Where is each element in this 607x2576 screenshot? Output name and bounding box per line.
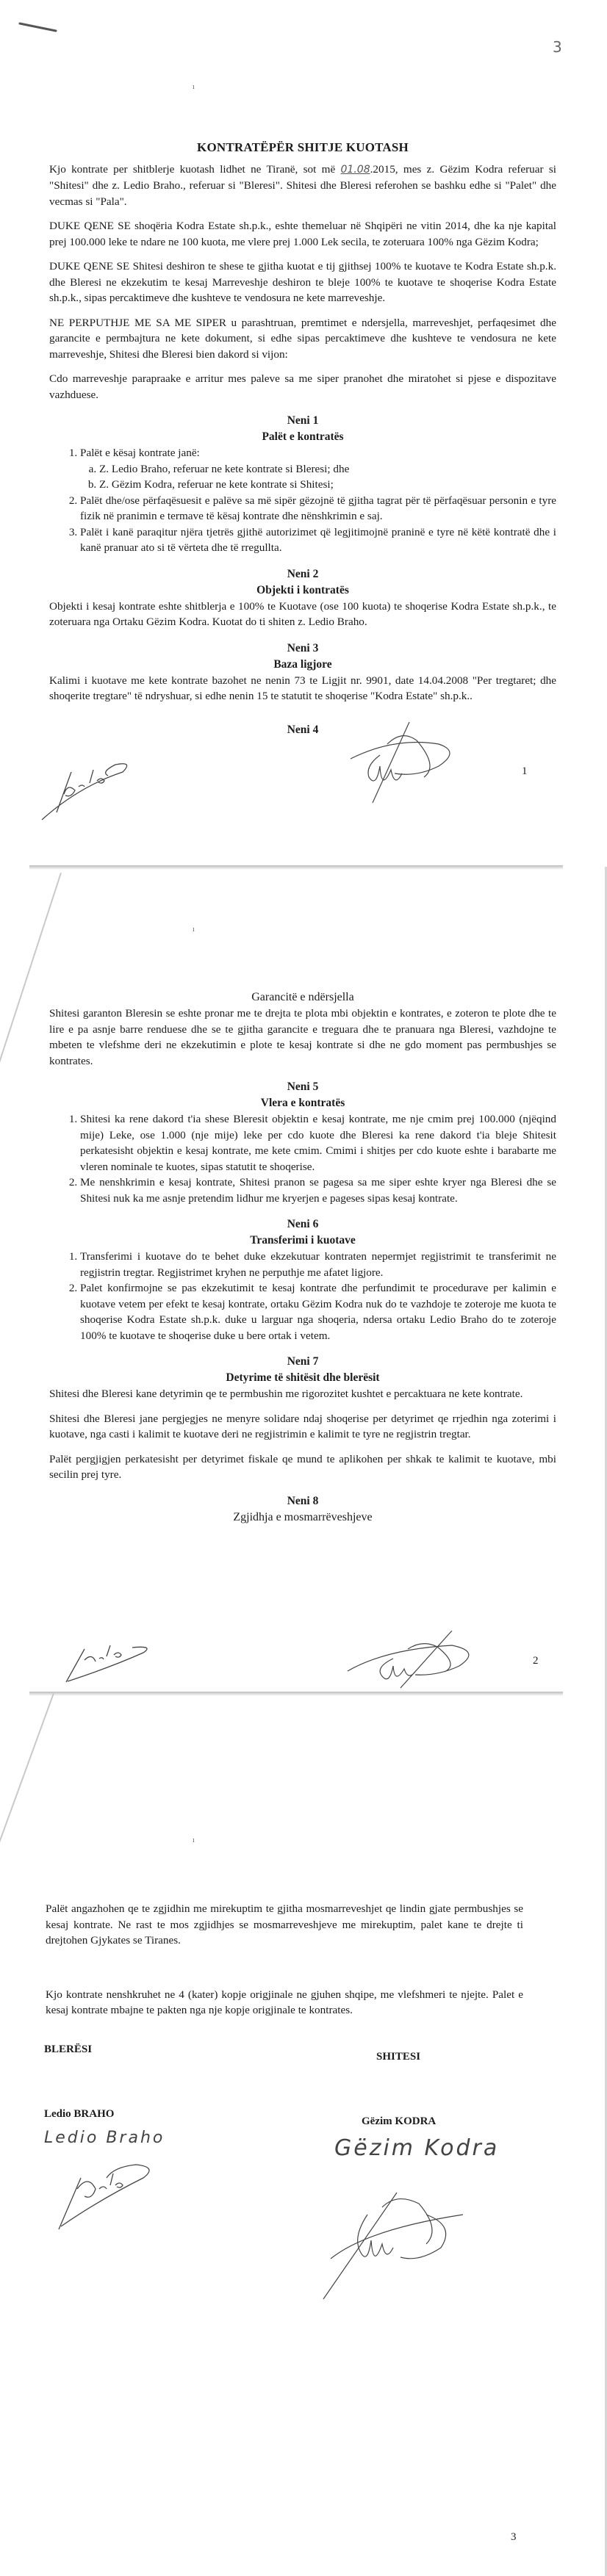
recital-2: DUKE QENE SE Shitesi deshiron te shese te gjitha kuotat e tij gjithsej 100% te kuotave te Kodra Estate sh.p.k. dhe Bleresi ne ekzekutim te kesaj Marreveshje deshiron te bleje 100% te kuotave te shoqerise Kodra Estate sh.p.k., sipas percaktimeve dhe kushteve te vendosura ne kete marreveshje.	[49, 260, 556, 304]
article-number: Neni 3	[287, 641, 319, 654]
article-number: Neni 6	[287, 1218, 319, 1230]
pen-stroke-mark	[18, 19, 62, 35]
seller-name: Gëzim KODRA	[362, 2115, 437, 2127]
article-heading: Baza ligjore	[273, 657, 332, 671]
article-number: Neni 1	[287, 414, 319, 427]
list-item: 1. Transferimi i kuotave do te behet duke ekzekutuar kontraten nepermjet regjistrimit te transferimit ne regjistrin tregtar. Regjistrimet kryhen ne perputhje me afatet ligjore.	[80, 1249, 556, 1280]
article-heading: Zgjidhja e mosmarrëveshjeve	[233, 1510, 373, 1523]
article-number: Neni 2	[287, 567, 319, 580]
buyer-initials-signature	[35, 743, 137, 823]
article-1	[49, 413, 556, 556]
buyer-initials-signature	[59, 1642, 162, 1686]
seller-role-label: SHITESI	[376, 2051, 421, 2063]
seller-column	[334, 2042, 597, 2162]
article-7	[49, 1354, 556, 1483]
article-number: Neni 8	[287, 1494, 319, 1507]
recital-1: DUKE QENE SE shoqëria Kodra Estate sh.p.k., eshte themeluar në Shqipëri ne vitin 2014, dhe ka nje kapital prej 100.000 leke te ndare ne 100 kuota, me vlere prej 1.000 Lek secila, te zoteruara 100% nga Gëzim Kodra;	[49, 220, 556, 248]
article-heading: Transferimi i kuotave	[250, 1234, 356, 1246]
recital-3: NE PERPUTHJE ME SA ME SIPER u parashtruan, premtimet e ndersjella, marreveshjet, perfaqesimet dhe garancite e permbajtura ne kete dokument, si edhe sipas percaktimeve dhe kushteve te vendosura ne kete marreveshje, Shitesi dhe Bleresi bien dakord si vijon:	[49, 316, 556, 361]
article-1-list	[49, 445, 556, 556]
fold-line	[0, 1693, 54, 1859]
buyer-signature	[55, 2156, 158, 2237]
corner-annotation: 3	[553, 38, 562, 56]
page-edge-shadow	[29, 865, 563, 870]
page-edge-shadow	[29, 1692, 563, 1696]
list-item: 3. Palët i kanë paraqitur njëra tjetrës gjithë autorizimet që legjitimojnë praninë e tyre në këtë kontratë dhe i kanë pranuar ato si të vërteta dhe të rregullta.	[80, 524, 556, 556]
article-heading: Palët e kontratës	[262, 430, 344, 443]
document-title: KONTRATËPËR SHITJE KUOTASH	[197, 140, 409, 154]
article-number: Neni 5	[287, 1080, 319, 1093]
article-heading: Objekti i kontratës	[256, 583, 349, 596]
sub-item-buyer: a. Z. Ledio Braho, referuar ne kete kontrate si Bleresi; dhe	[99, 461, 556, 477]
page-number: 2	[533, 1655, 539, 1667]
list-item: 2. Me nenshkrimin e kesaj kontrate, Shitesi pranon se pagesa sa me siper eshte kryer nga Bleresi dhe se Shitesi nuk ka me asnje pretendim lidhur me kryerjen e pageses sipas kesaj kontrate.	[80, 1175, 556, 1206]
page-1	[0, 0, 607, 867]
buyer-handwritten-name: Ledio Braho	[44, 2129, 165, 2147]
article-number: Neni 7	[287, 1355, 319, 1368]
page-2	[0, 867, 607, 1693]
page-3-content	[46, 1901, 523, 2027]
article-heading: Vlera e kontratës	[260, 1097, 345, 1109]
article-5-list	[49, 1111, 556, 1206]
list-item: 1. Shitesi ka rene dakord t'ia shese Bleresit objektin e kesaj kontrate, me nje cmim prej 100.000 (njëqind mije) Leke, ose 1.000 (nje mije) leke per cdo kuote dhe Bleresi ka rene dakord t'ia bleje Shitesit perkatesisht objektin e kesaj kontrate, me kete cmim. Cmimi i shitjes per cdo kuote eshte i barabarte me vleren nominale te kuotes, sipas statutit te shoqerise.	[80, 1111, 556, 1175]
buyer-column	[44, 2042, 279, 2149]
article-4-text: Shitesi garanton Bleresin se eshte pronar me te drejta te plota mbi objektin e kontrates, e zoteron te plote dhe te lire e pa asnje barre renduese dhe se te gjitha garancite e treguara dhe te pranuara nga Bleresi, vazhdojne te mbeten te vlefshme deri ne ekzekutimin e plote te kesaj kontrate si dhe ne gdo moment pas permbushjes se kontrates.	[49, 1007, 556, 1067]
scan-mark: ı	[193, 1836, 195, 1844]
scan-mark: ı	[193, 926, 195, 934]
article-6-list	[49, 1249, 556, 1343]
sub-item-seller: b. Z. Gëzim Kodra, referuar ne kete kontrate si Shitesi;	[99, 477, 556, 493]
buyer-role-label: BLERËSI	[44, 2043, 93, 2055]
page-number: 1	[522, 765, 528, 777]
buyer-name: Ledio BRAHO	[44, 2108, 115, 2120]
page-2-content	[49, 989, 556, 1526]
sub-list	[80, 461, 556, 493]
list-item-text: Palët e kësaj kontrate janë:	[80, 447, 200, 459]
seller-handwritten-name: Gëzim Kodra	[334, 2135, 500, 2161]
intro-paragraph	[49, 162, 556, 210]
handwritten-date: 01.08	[340, 163, 370, 176]
page-number: 3	[511, 2531, 517, 2543]
list-item: 2. Palet konfirmojne se pas ekzekutimit te kesaj kontrate dhe perfundimit te procedurave per kalimin e kuotave vetem per efekt te kesaj kontrate, ortaku Gëzim Kodra nuk do te vazhdoje te zoteroje me kuota te shoqerise Kodra Estate sh.p.k. duke u larguar nga shoqeria, ndersa ortaku Ledio Braho do te zoteroje 100% te kuotave te shoqerise duke u bere ortak i vetem.	[80, 1280, 556, 1343]
article-6	[49, 1216, 556, 1343]
intro-text-end: .2015, mes z. Gëzim Kodra referuar si "Shitesi" dhe z. Ledio Braho., referuar si "Bleresi". Shitesi dhe Bleresi referohen se bashku edhe si "Palet" dhe vecmas si "Pala".	[49, 162, 556, 208]
article-7-paragraph: Shitesi dhe Bleresi kane detyrimin qe te permbushin me rigorozitet kushtet e percaktuara ne kete kontrate.	[49, 1388, 523, 1400]
article-8-text: Palët angazhohen qe te zgjidhin me mirekuptim te gjitha mosmarreveshjet qe lindin gjate permbushjes se kesaj kontrate. Ne rast te mos zgjidhjes se mosmarreveshjeve me mirekuptim, palet kane te drejte ti drejtohen Gjykates se Tiranes.	[46, 1902, 523, 1947]
list-item	[80, 445, 556, 493]
page-1-content	[49, 140, 556, 823]
article-8-header	[49, 1493, 556, 1526]
scan-mark: ı	[193, 83, 195, 91]
seller-initials-signature	[342, 1631, 489, 1689]
seller-initials-signature	[336, 722, 483, 810]
article-3-text: Kalimi i kuotave me kete kontrate bazohet ne nenin 73 te Ligjit nr. 9901, date 14.04.2008 "Per tregtaret; dhe shoqerite tregtare" të ndryshuar, si edhe nenin 15 te statutit te shoqerise "Kodra Estate" sh.p.k..	[49, 674, 556, 702]
article-7-paragraph: Shitesi dhe Bleresi jane pergjegjes ne menyre solidare ndaj shoqerise per detyrimet qe rrjedhin nga zoterimi i kuotave, nga casti i kalimit te kuotave deri ne regjistrimin e kalimit te tyre ne regjistrin tregtar.	[49, 1412, 556, 1440]
intro-text-start: Kjo kontrate per shitblerje kuotash lidhet ne Tiranë, sot më	[49, 162, 341, 176]
article-3	[49, 641, 556, 704]
article-2	[49, 566, 556, 630]
article-4	[49, 989, 556, 1069]
recital-4: Cdo marreveshje parapraake e arritur mes paleve sa me siper pranohet dhe miratohet si pjese e dispozitave vazhduese.	[49, 372, 556, 401]
article-number: Neni 4	[287, 723, 319, 736]
page-3	[0, 1693, 607, 2576]
closing-paragraph: Kjo kontrate nenshkruhet ne 4 (kater) kopje origjinale ne gjuhen shqipe, me vlefshmeri te njejte. Palet e kesaj kontrate mbajne te pakten nga nje kopje origjinale te kontrates.	[46, 1988, 523, 2016]
page-1-signature-row	[49, 743, 556, 823]
article-5	[49, 1079, 556, 1206]
article-heading: Garancitë e ndërsjella	[251, 991, 354, 1003]
article-heading: Detyrime të shitësit dhe blerësit	[226, 1371, 380, 1384]
list-item: 2. Palët dhe/ose përfaqësuesit e palëve sa më sipër gëzojnë të gjitha tagrat për të përfaqësuar personin e tyre fizik në pranimin e termave të kësaj kontrate dhe nënshkrimin e saj.	[80, 493, 556, 524]
article-2-text: Objekti i kesaj kontrate eshte shitblerja e 100% te Kuotave (ose 100 kuota) te shoqerise Kodra Estate sh.p.k., te zoteruara nga Ortaku Gëzim Kodra. Kuotat do ti shiten z. Ledio Braho.	[49, 599, 556, 628]
article-7-paragraph: Palët pergjigjen perkatesisht per detyrimet fiskale qe mund te aplikohen per shkak te kalimit te kuotave, mbi secilin prej tyre.	[49, 1452, 556, 1481]
seller-signature	[316, 2171, 478, 2303]
